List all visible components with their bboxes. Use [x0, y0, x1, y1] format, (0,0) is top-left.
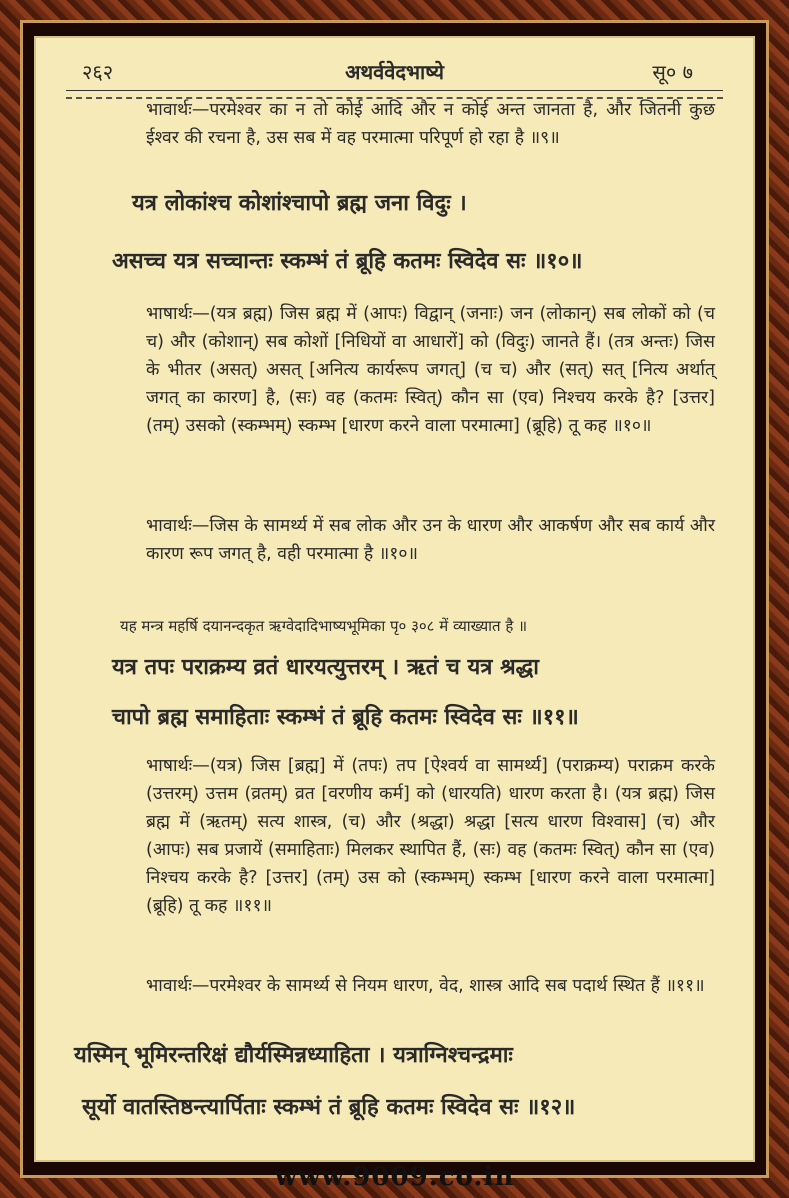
mantra-10-note: यह मन्त्र महर्षि दयानन्दकृत ऋग्वेदादिभाष्यभूमिका पृ० ३०८ में व्याख्यात है ॥	[120, 617, 528, 635]
mantra-12-line-1: यस्मिन् भूमिरन्तरिक्षं द्यौर्यस्मिन्नध्याहिता । यत्राग्निश्चन्द्रमाः	[74, 1043, 513, 1068]
website-footer: www.9009.co.in	[274, 1162, 515, 1192]
bhavartha-11: भावार्थः—परमेश्वर के सामर्थ्य से नियम धारण, वेद, शास्त्र आदि सब पदार्थ स्थित हैं ॥११॥	[146, 976, 705, 996]
sukta-number: सू० ७	[652, 60, 693, 84]
mantra-11-line-2: चापो ब्रह्म समाहिताः स्कम्भं तं ब्रूहि कतमः स्विदेव सः ॥११॥	[112, 705, 579, 730]
book-title: अथर्ववेदभाष्ये	[345, 60, 444, 84]
mantra-11-line-1: यत्र तपः पराक्रम्य व्रतं धारयत्युत्तरम् । ऋतं च यत्र श्रद्धा	[112, 655, 539, 680]
bhavartha-10: भावार्थः—जिस के सामर्थ्य में सब लोक और उन के धारण और आकर्षण और सब कार्य और कारण रूप जगत् है, वही परमात्मा है ॥१०॥	[146, 516, 715, 564]
mantra-10-line-2: असच्च यत्र सच्चान्तः स्कम्भं तं ब्रूहि कतमः स्विदेव सः ॥१०॥	[112, 249, 583, 274]
bhashartha-10: भाषार्थः—(यत्र ब्रह्म) जिस ब्रह्म में (आपः) विद्वान् (जनाः) जन (लोकान्) सब लोकों को (च च) और (कोशान्) सब कोशों [निधियों वा आधारों] को (विदुः) जानते हैं। (तत्र अन्तः) जिस के भीतर (असत्) असत् [अनित्य कार्यरूप जगत्] (च च) और (सत्) सत् [नित्य अर्थात् जगत् का कारण] है, (सः) वह (कतमः स्वित्) कौन सा (एव) निश्चय करके है? [उत्तर] (तम्) उसको (स्कम्भम्) स्कम्भ [धारण करने वाला परमात्मा] (ब्रूहि) तू कह ॥१०॥	[146, 304, 715, 436]
mantra-10-line-1: यत्र लोकांश्च कोशांश्चापो ब्रह्म जना विदुः ।	[132, 191, 467, 216]
book-page	[34, 36, 755, 1162]
mantra-12-line-2: सूर्यो वातस्तिष्ठन्त्यार्पिताः स्कम्भं तं ब्रूहि कतमः स्विदेव सः ॥१२॥	[82, 1095, 576, 1120]
page-number: २६२	[82, 60, 114, 84]
bhavartha-9: भावार्थः—परमेश्वर का न तो कोई आदि और न कोई अन्त जानता है, और जितनी कुछ ईश्वर की रचना है, उस सब में वह परमात्मा परिपूर्ण हो रहा है ॥९॥	[146, 100, 715, 148]
bhashartha-11: भाषार्थः—(यत्र) जिस [ब्रह्म] में (तपः) तप [ऐश्वर्य वा सामर्थ्य] (पराक्रम्य) पराक्रम करके (उत्तरम्) उत्तम (व्रतम्) व्रत [वरणीय कर्म] को (धारयति) धारण करता है। (यत्र ब्रह्म) जिस ब्रह्म में (ऋतम्) सत्य शास्त्र, (च) और (श्रद्धा) श्रद्धा [सत्य धारण विश्वास] (च) और (आपः) सब प्रजायें (समाहिताः) मिलकर स्थापित हैं, (सः) वह (कतमः स्वित्) कौन सा (एव) निश्चय करके है? [उत्तर] (तम्) उस को (स्कम्भम्) स्कम्भ [धारण करने वाला परमात्मा] (ब्रूहि) तू कह ॥११॥	[146, 756, 716, 916]
page-header	[36, 48, 753, 88]
